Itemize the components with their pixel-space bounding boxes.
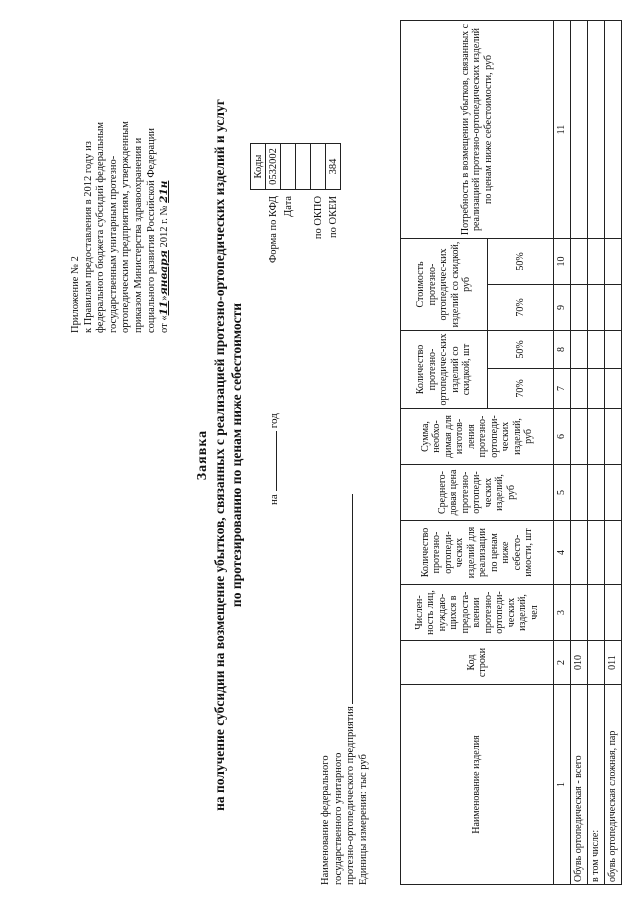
codes-label: Дата (282, 195, 294, 217)
units-line: Единицы измерения: тыс руб (357, 754, 369, 885)
header-qty-50: 50% (488, 331, 554, 369)
header-cost-70: 70% (488, 285, 554, 331)
header-sum-needed: Сумма, необхо-димая для изготов-ления протезно-ортопеди-ческих изделий, руб (401, 409, 554, 465)
column-number: 4 (554, 521, 571, 585)
table-row (605, 21, 622, 885)
cell (588, 331, 605, 369)
column-number: 3 (554, 585, 571, 641)
codes-table (250, 143, 341, 267)
cell (588, 521, 605, 585)
cell (588, 369, 605, 409)
org-line: государственного унитарного (332, 752, 344, 885)
cell (605, 409, 622, 465)
row-code (588, 641, 605, 685)
annex-line: к Правилам предоставления в 2012 году из (82, 141, 94, 333)
date-prefix: от « (159, 315, 171, 333)
codes-value: 0532002 (266, 144, 281, 190)
codes-value: 384 (326, 144, 341, 190)
row-name: обувь ортопедическая сложная, пар (605, 685, 622, 885)
column-number: 6 (554, 409, 571, 465)
column-number: 7 (554, 369, 571, 409)
column-number: 2 (554, 641, 571, 685)
document-subtitle-2: по протезированию по ценам ниже себестоимости (229, 302, 244, 608)
cell (605, 369, 622, 409)
cell (588, 585, 605, 641)
cell (588, 285, 605, 331)
cell (571, 409, 588, 465)
cell (571, 285, 588, 331)
cell (588, 465, 605, 521)
column-number: 8 (554, 331, 571, 369)
header-qty-70: 70% (488, 369, 554, 409)
cell (605, 21, 622, 239)
period-prefix: на (268, 494, 280, 505)
cell (588, 239, 605, 285)
period-line (268, 413, 280, 505)
period-blank (276, 431, 277, 491)
request-table (400, 20, 622, 885)
codes-value (296, 144, 311, 190)
column-number: 11 (554, 21, 571, 239)
annex-line: Приложение № 2 (70, 256, 81, 333)
header-avg-price: Среднего-довая цена протезно-ортопеди-ческих изделий, руб (401, 465, 554, 521)
column-number: 1 (554, 685, 571, 885)
header-cost-discount: Стоимость протезно-ортопедичес-ких изделий со скидкой, руб (401, 239, 488, 331)
cell (571, 585, 588, 641)
date-day: 11 (158, 300, 171, 316)
codes-spacer (251, 189, 266, 267)
column-number: 9 (554, 285, 571, 331)
row-name: в том числе: (588, 685, 605, 885)
cell (605, 465, 622, 521)
org-line: Наименование федерального (320, 755, 331, 885)
organization-block (320, 545, 370, 885)
document-title: Заявка (195, 429, 210, 481)
annex-line: приказом Министерства здравоохранения и (132, 137, 144, 333)
header-cost-50: 50% (488, 239, 554, 285)
annex-line: ортопедическим предприятиям, утвержденным (120, 121, 132, 333)
cell (605, 585, 622, 641)
table-row (588, 21, 605, 885)
header-need: Потребность в возмещении убытков, связанных с реализацией протезно-ортопедических изделий по ценам ниже себестоимости, руб (401, 21, 554, 239)
table-row (571, 21, 588, 885)
annex-date-line (158, 33, 172, 333)
header-code: Код строки (401, 641, 554, 685)
annex-block (70, 33, 172, 333)
cell (605, 239, 622, 285)
codes-label (296, 189, 311, 267)
date-mid: » (159, 295, 171, 301)
row-code: 011 (605, 641, 622, 685)
date-month: января (158, 250, 171, 296)
codes-value (311, 144, 326, 190)
annex-line: государственным унитарным протезно- (107, 155, 119, 333)
annex-line: социального развития Российской Федерации (145, 128, 157, 333)
header-qty-below-cost: Количество протезно-ортопеди-ческих изделий для реализации по ценам ниже себесто-имости, шт (401, 521, 554, 585)
cell (571, 465, 588, 521)
period-suffix: год (268, 413, 280, 429)
codes-label: Форма по КФД (267, 195, 279, 263)
cell (605, 521, 622, 585)
header-name: Наименование изделия (401, 685, 554, 885)
date-number: 21н (158, 180, 171, 203)
cell (571, 521, 588, 585)
cell (571, 331, 588, 369)
codes-label: по ОКЕИ (327, 195, 339, 238)
date-year: 2012 г. № (159, 205, 171, 248)
cell (588, 21, 605, 239)
header-persons: Числен-ность лиц, нуждаю-щихся в предоста-влении протезно-ортопеди-ческих изделий, чел (401, 585, 554, 641)
cell (571, 369, 588, 409)
cell (571, 21, 588, 239)
row-code: 010 (571, 641, 588, 685)
column-number: 10 (554, 239, 571, 285)
cell (605, 331, 622, 369)
annex-line: федерального бюджета субсидий федеральным (95, 121, 107, 333)
org-line: протезно-ортопедического предприятия (345, 545, 358, 885)
cell (588, 409, 605, 465)
org-name-blank (352, 494, 353, 704)
column-number: 5 (554, 465, 571, 521)
cell (605, 285, 622, 331)
row-name: Обувь ортопедическая - всего (571, 685, 588, 885)
codes-value (281, 144, 296, 190)
cell (571, 239, 588, 285)
header-qty-discount: Количество протезно-ортопедичес-ких изделий со скидкой, шт (401, 331, 488, 409)
codes-label: по ОКПО (312, 195, 324, 240)
document-subtitle: на получение субсидии на возмещение убытков, связанных с реализацией протезно-ортопедических изделий и услуг (212, 99, 227, 811)
codes-header: Коды (251, 144, 266, 190)
